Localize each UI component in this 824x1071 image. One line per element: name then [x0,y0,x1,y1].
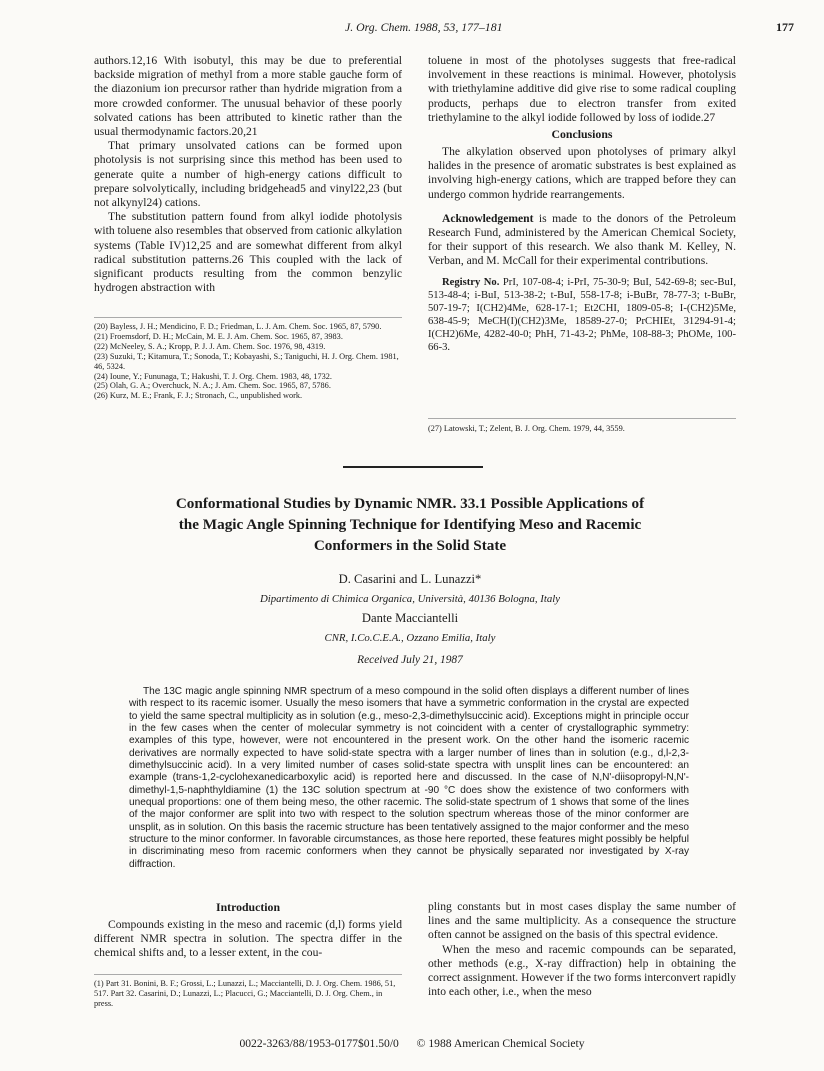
paragraph: Compounds existing in the meso and racemic (d,l) forms yield different NMR spectra in solution. The spectra differ in the chemical shifts and, to a lesser extent, in the cou- [94,918,402,960]
left-column-top [94,54,402,295]
paragraph: When the meso and racemic compounds can be separated, other methods (e.g., X-ray diffraction) help in obtaining the correct assignment. However if the two forms interconvert rapidly into each other, i.e., when the meso [428,942,736,999]
title-line: Conformational Studies by Dynamic NMR. 33.1 Possible Applications of [175,495,645,512]
article-separator [343,466,483,468]
affiliation-secondary: CNR, I.Co.C.E.A., Ozzano Emilia, Italy [324,632,496,644]
copyright: © 1988 American Chemical Society [416,1037,585,1050]
article-code: 0022-3263/88/1953-0177$01.50/0 [239,1037,399,1050]
paragraph: pling constants but in most cases display the same number of lines and the same multiplicity. As a consequence the structure often cannot be assigned on the basis of this spectral evidence. [428,900,736,942]
footnote-divider [94,974,402,975]
title-line: the Magic Angle Spinning Technique for Identifying Meso and Racemic [178,516,642,533]
paragraph: toluene in most of the photolyses suggests that free-radical involvement in these reactions is minimal. However, photolysis with triethylamine additive did give rise to some radical coupling products, perhaps due to electron transfer from exited triethylamine to the alkyl iodide followed by loss of iodide.27 [428,54,736,124]
abstract-text: The 13C magic angle spinning NMR spectrum of a meso compound in the solid often displays a different number of lines with respect to its racemic isomer. Usually the meso isomers that have a symmetric conformation in the crystal are expected to yield the same spectral multiplicity as in solution (e.g., meso-2,3-dimethylsuccinic acid). Exceptions might in principle occur in the few cases when the center of molecular symmetry is not coincident with a center of crystallographic symmetry: examples of this type, however, were not encountered in the present work. On the other hand the isomeric racemic derivatives are normally expected to have solid-state spectra with a larger number of lines than in solution (e.g., d,l-2,3-dimethylsuccinic acid). In a very limited number of cases solid-state spectra with unsplit lines can be encountered: an example (trans-1,2-cyclohexanedicarboxylic acid) is reported here and discussed. In the case of N,N'-diisopropyl-N,N'-dimethyl-1,5-naphthyldiamine (1) the 13C solution spectrum at -90 °C does show the existence of two conformers with unequal proportions: one of them being meso, the other racemic. The solid-state spectrum of 1 shows that some of the lines of the major conformer are split into two with respect to the solution spectrum whereas those of the minor conformer are unsplit, as in solution. On this basis the racemic structure has been tentatively assigned to the major conformer and the meso structure to the minor conformer. In favorable circumstances, as those here reported, these features might possibly be helpful in discriminating meso from racemic conformers when they cannot be physically separated nor investigated by X-ray diffraction. [129,686,689,870]
registry-label: Registry No. [442,276,500,288]
introduction-heading: Introduction [215,900,281,914]
intro-right-column [428,900,736,999]
intro-footnotes [94,979,402,1009]
footnote: (20) Bayless, J. H.; Mendicino, F. D.; Friedman, L. J. Am. Chem. Soc. 1965, 87, 5790. [94,322,382,331]
article-title [95,493,725,556]
intro-left-column [94,900,402,961]
acknowledgement-label: Acknowledgement [442,211,534,225]
registry-numbers [428,276,736,354]
page-footer [0,1037,824,1050]
title-line: Conformers in the Solid State [313,537,507,554]
acknowledgement-text: is made to the donors of the Petroleum Research Fund, administered by the American Chemical Society, for their support of this research. We also thank M. Kelley, N. Verban, and M. McCall for their experimental contributions. [428,211,736,268]
footnote: (21) Froemsdorf, D. H.; McCain, M. E. J. Am. Chem. Soc. 1965, 87, 3983. [94,331,343,341]
footnote: (22) McNeeley, S. A.; Kropp, P. J. J. Am. Chem. Soc. 1976, 98, 4319. [94,341,326,351]
footnote: (24) Ioune, Y.; Fununaga, T.; Hakushi, T. J. Org. Chem. 1983, 48, 1732. [94,371,332,381]
paragraph: That primary unsolvated cations can be formed upon photolysis is not surprising since this method has been used to generate quite a number of high-energy cations difficult to prepare solvolytically, including bridgehead5 and vinyl22,23 (but not alkynyl24) cations. [94,139,402,210]
footnote: (1) Part 31. Bonini, B. F.; Grossi, L.; Lunazzi, L.; Macciantelli, D. J. Org. Chem. 1986, 51, 517. Part 32. Casarini, D.; Lunazzi, L.; Placucci, G.; Macciantelli, D. J. Org. Chem., in press. [94,979,396,1008]
footnote: (26) Kurz, M. E.; Frank, F. J.; Stronach, C., unpublished work. [94,391,303,401]
abstract [129,686,689,871]
page-number: 177 [776,20,794,34]
conclusions-paragraph: The alkylation observed upon photolyses of primary alkyl halides in the presence of aromatic substrates is best explained as involving high-energy cations, which are trapped before they can undergo common hydride rearrangements. [428,145,736,201]
right-footnotes [428,424,736,434]
authors-primary: D. Casarini and L. Lunazzi* [338,572,482,586]
paragraph: authors.12,16 With isobutyl, this may be due to preferential backside migration of methyl from a more stable gauche form of the diazonium ion precursor rather than hydride migration from a more crowded conformer. The unusual behavior of these poorly solvated cations has been attributed to kinetic rather than the usual thermodynamic factors.20,21 [94,54,402,139]
left-footnotes [94,322,402,401]
paragraph: The substitution pattern found from alkyl iodide photolysis with toluene also resembles that observed from cationic alkylation systems (Table IV)12,25 and are somewhat different from alkyl radical substitution patterns.26 This coupled with the lack of significant products resulting from the common benzylic hydrogen abstraction with [94,210,402,295]
right-column-top [428,54,736,354]
footnote-divider [94,317,402,318]
footnote: (23) Suzuki, T.; Kitamura, T.; Sonoda, T.; Kobayashi, S.; Taniguchi, H. J. Org. Chem. 1981, 46, 5324. [94,351,399,371]
footnote: (27) Latowski, T.; Zelent, B. J. Org. Chem. 1979, 44, 3559. [428,424,625,433]
registry-text: PrI, 107-08-4; i-PrI, 75-30-9; BuI, 542-69-8; sec-BuI, 513-48-4; i-BuI, 513-38-2; t-BuI, 558-17-8; i-BuBr, 78-77-3; t-BuBr, 507-19-7; I(CH2)4Me, 628-17-1; Et2CHI, 1809-05-8; I-(CH2)5Me, 638-45-9; MeCH(I)(CH2)3Me, 18589-27-0; PrCHIEt, 31294-91-4; I(CH2)6Me, 4282-40-0; PhH, 71-43-2; PhMe, 108-88-3; PhOMe, 100-66-3. [428,276,736,353]
affiliation-primary: Dipartimento di Chimica Organica, Università, 40136 Bologna, Italy [259,593,561,605]
conclusions-heading: Conclusions [551,127,613,142]
footnote: (25) Olah, G. A.; Overchuck, N. A.; J. Am. Chem. Soc. 1965, 87, 5786. [94,381,331,391]
received-date: Received July 21, 1987 [357,654,463,666]
authors-secondary: Dante Macciantelli [361,611,459,625]
acknowledgement [428,212,736,269]
footnote-divider [428,418,736,419]
journal-reference: J. Org. Chem. 1988, 53, 177–181 [345,20,503,34]
